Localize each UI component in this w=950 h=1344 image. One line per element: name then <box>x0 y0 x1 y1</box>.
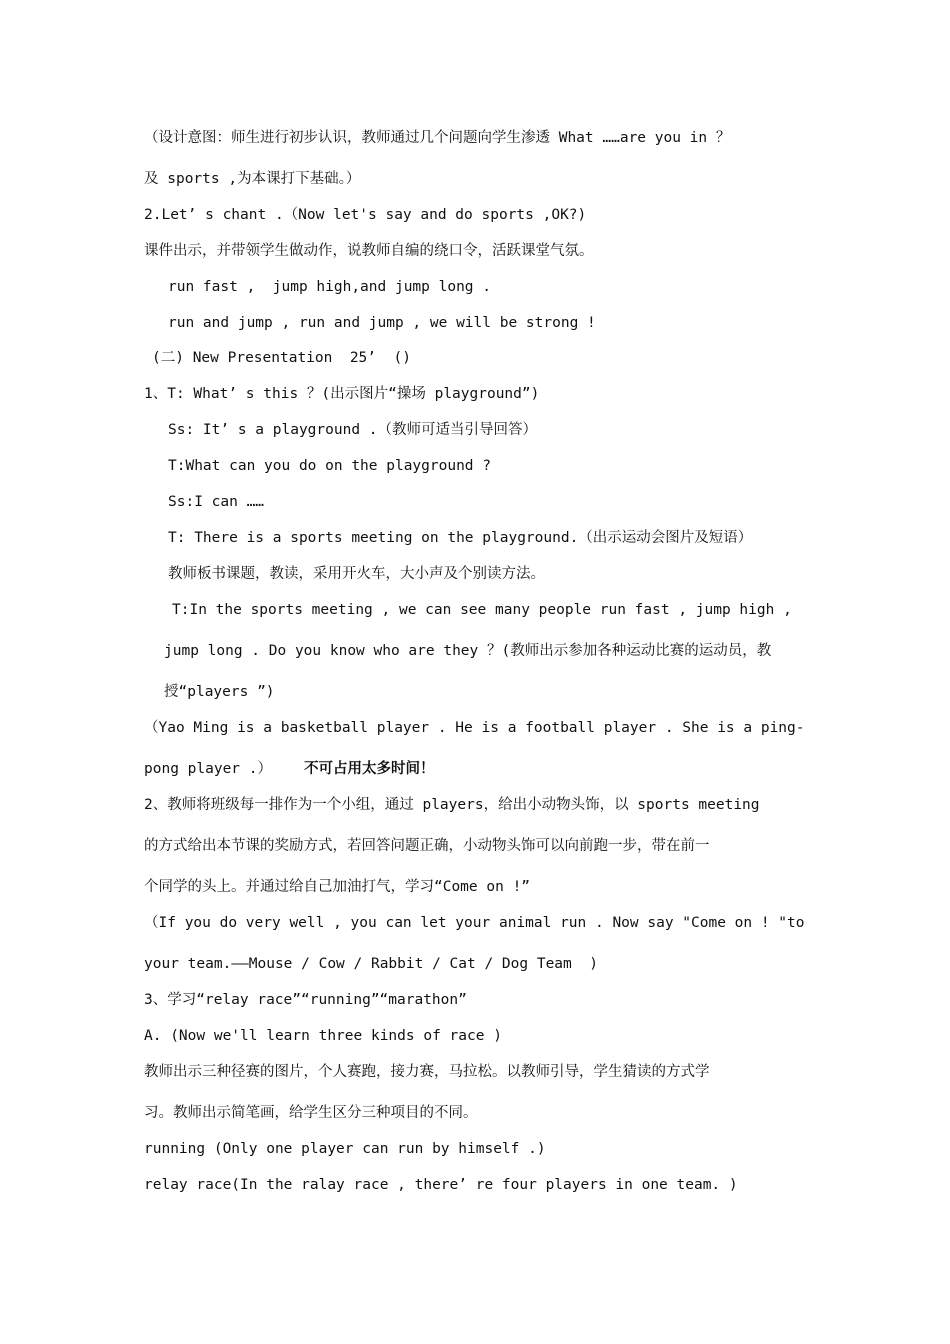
dialogue-t-3-line-1: T:In the sports meeting , we can see many people run fast , jump high , <box>172 602 792 618</box>
time-warning-note: 不可占用太多时间！ <box>304 761 435 777</box>
design-intent-line-2: 及 sports ,为本课打下基础。） <box>144 171 361 187</box>
step-3-description-line-1: 教师出示三种径赛的图片，个人赛跑，接力赛，马拉松。以教师引导，学生猜读的方式学 <box>144 1064 710 1080</box>
step-3-heading: 3、学习“relay race”“running”“marathon” <box>144 992 467 1008</box>
example-sentences-line-2: pong player .） <box>144 761 272 777</box>
dialogue-t-3-line-2: jump long . Do you know who are they ？(教师出示参加各种运动比赛的运动员，教 <box>164 643 772 659</box>
step-3-a: A. (Now we'll learn three kinds of race ) <box>144 1028 502 1044</box>
teacher-note-board: 教师板书课题，教读，采用开火车，大小声及个别读方法。 <box>168 566 545 582</box>
reward-instruction-line-1: （If you do very well , you can let your animal run . Now say "Come on ! "to <box>144 915 805 931</box>
chant-heading: 2.Let’ s chant .（Now let's say and do sports ,OK?) <box>144 207 587 223</box>
chant-verse-1: run fast , jump high,and jump long . <box>168 279 492 295</box>
reward-instruction-line-2: your team.——Mouse / Cow / Rabbit / Cat / Dog Team ) <box>144 956 598 972</box>
step-2-line-1: 2、教师将班级每一排作为一个小组，通过 players，给出小动物头饰，以 sports meeting <box>144 797 760 813</box>
step-1-question: 1、T: What’ s this ？(出示图片“操场 playground”) <box>144 386 540 402</box>
step-3-description-line-2: 习。教师出示简笔画，给学生区分三种项目的不同。 <box>144 1105 478 1121</box>
step-2-line-2: 的方式给出本节课的奖励方式，若回答问题正确，小动物头饰可以向前跑一步，带在前一 <box>144 838 710 854</box>
relay-race-definition: relay race(In the ralay race , there’ re four players in one team. ) <box>144 1177 738 1193</box>
dialogue-t-2: T: There is a sports meeting on the playground.（出示运动会图片及短语） <box>168 530 753 546</box>
step-2-line-3: 个同学的头上。并通过给自己加油打气，学习“Come on !” <box>144 879 531 895</box>
design-intent-line-1: （设计意图：师生进行初步认识，教师通过几个问题向学生渗透 What ……are you in ？ <box>144 130 731 146</box>
dialogue-ss-1: Ss: It’ s a playground .（教师可适当引导回答） <box>168 422 538 438</box>
running-definition: running (Only one player can run by himself .) <box>144 1141 546 1157</box>
chant-verse-2: run and jump , run and jump , we will be strong ! <box>168 315 596 331</box>
chant-description: 课件出示，并带领学生做动作，说教师自编的绕口令，活跃课堂气氛。 <box>144 243 594 259</box>
section-heading-new-presentation: (二) New Presentation 25’ () <box>152 350 411 366</box>
dialogue-t-1: T:What can you do on the playground ? <box>168 458 492 474</box>
dialogue-ss-2: Ss:I can …… <box>168 494 265 510</box>
dialogue-t-3-line-3: 授“players ”) <box>164 684 275 700</box>
example-sentences-line-1: （Yao Ming is a basketball player . He is a football player . She is a ping- <box>144 720 805 736</box>
